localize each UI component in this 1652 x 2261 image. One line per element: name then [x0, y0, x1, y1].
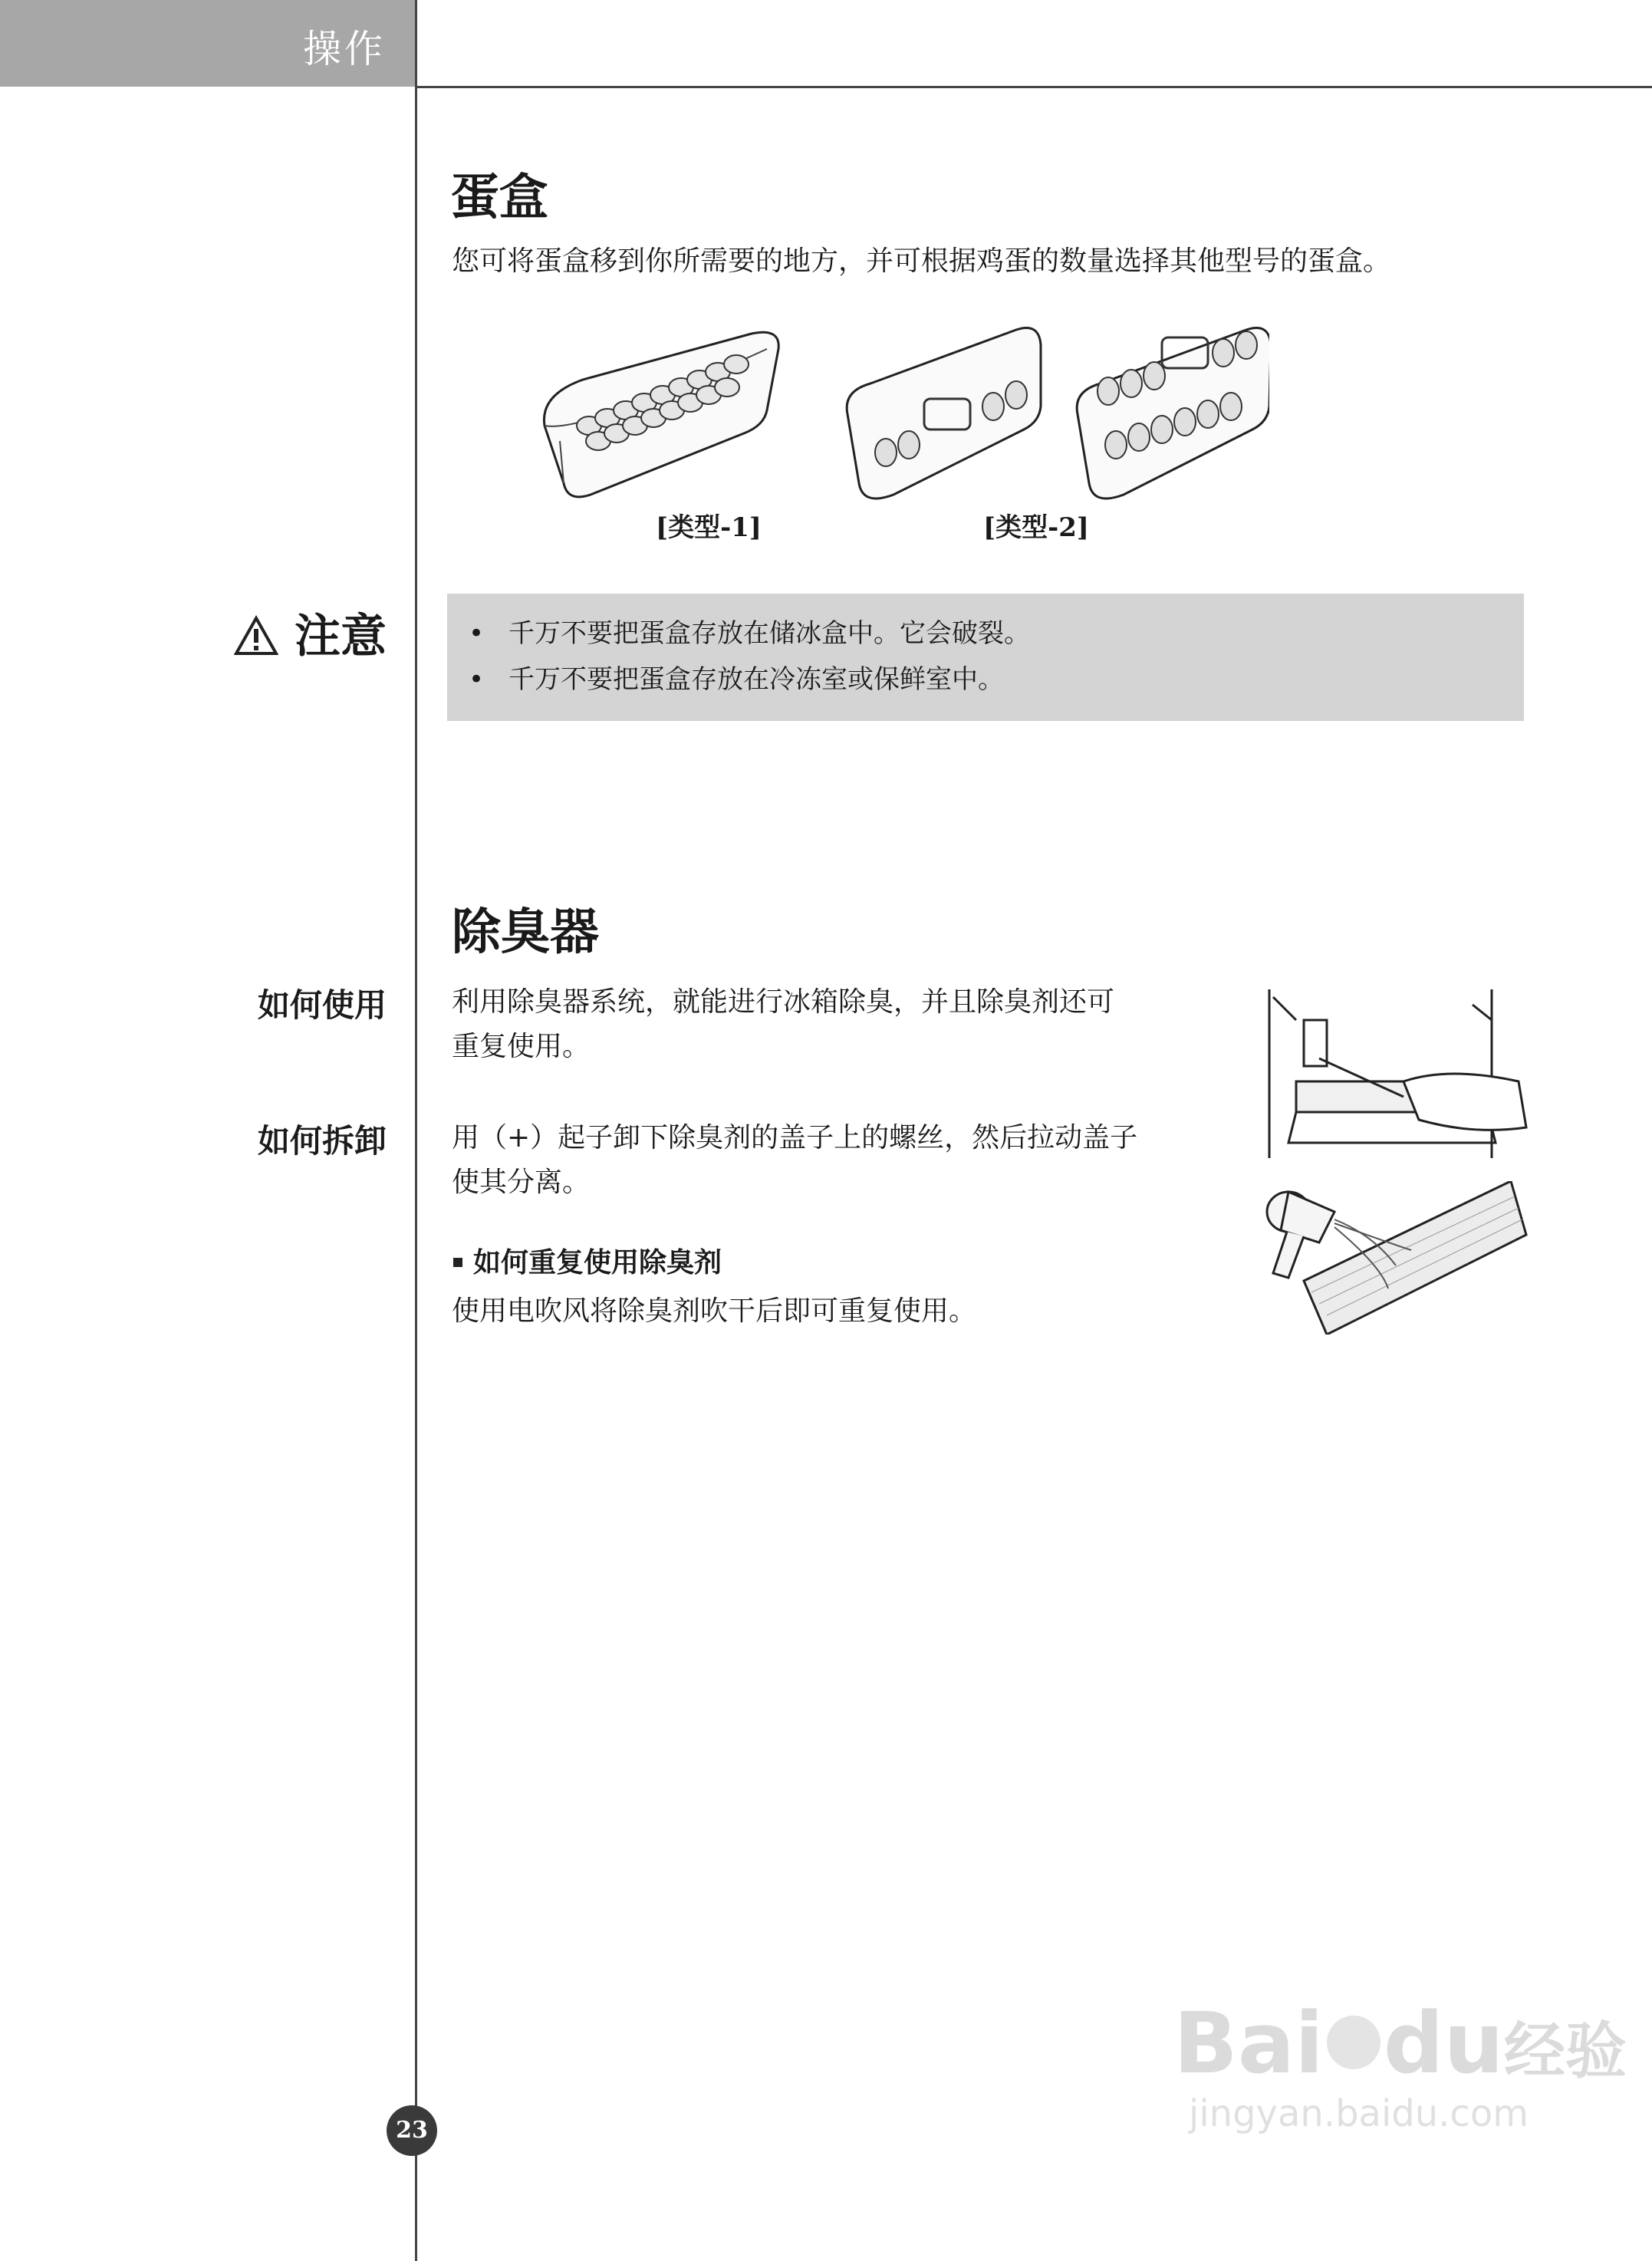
- watermark-brand2: du: [1383, 1994, 1504, 2092]
- watermark-url: jingyan.baidu.com: [1189, 2092, 1529, 2135]
- reuse-heading-text: 如何重复使用除臭剂: [473, 1247, 722, 1279]
- list-item: • 千万不要把蛋盒存放在储冰盒中。它会破裂。: [469, 611, 1030, 657]
- page-number: 23: [387, 2105, 437, 2156]
- warning-triangle-icon: [234, 615, 278, 657]
- baidu-watermark: [1173, 1994, 1627, 2163]
- how-to-use-label: 如何使用: [257, 986, 387, 1024]
- how-to-remove-text-2: 使其分离。: [452, 1167, 591, 1198]
- caution-item-text: 千万不要把蛋盒存放在冷冻室或保鲜室中。: [508, 664, 1004, 695]
- how-to-remove-label: 如何拆卸: [257, 1122, 387, 1160]
- deodorizer-title: 除臭器: [452, 904, 599, 961]
- header-rule: [415, 86, 1652, 88]
- caution-item-text: 千万不要把蛋盒存放在储冰盒中。它会破裂。: [508, 618, 1030, 649]
- margin-rule: [415, 0, 417, 2261]
- caution-box: [447, 594, 1524, 721]
- egg-box-description: 您可将蛋盒移到你所需要的地方，并可根据鸡蛋的数量选择其他型号的蛋盒。: [452, 245, 1391, 277]
- list-item: • 千万不要把蛋盒存放在冷冻室或保鲜室中。: [469, 657, 1030, 703]
- how-to-remove-text-1: 用（+）起子卸下除臭剂的盖子上的螺丝，然后拉动盖子: [452, 1122, 1138, 1154]
- square-bullet-icon: [453, 1258, 462, 1267]
- watermark-brand: Bai: [1173, 1994, 1324, 2092]
- caption-type1: [类型-1]: [656, 512, 762, 543]
- caution-list: [469, 611, 1030, 703]
- deodorizer-removal-illustration: [1265, 989, 1534, 1158]
- egg-box-type2-illustration: [840, 314, 1269, 514]
- egg-box-type1-illustration: [537, 318, 782, 510]
- reuse-text: 使用电吹风将除臭剂吹干后即可重复使用。: [452, 1295, 977, 1327]
- how-to-use-text-1: 利用除臭器系统，就能进行冰箱除臭，并且除臭剂还可: [452, 986, 1115, 1018]
- reuse-heading: [453, 1241, 722, 1280]
- section-tab-label: 操作: [303, 27, 386, 71]
- paw-icon: [1327, 2016, 1381, 2069]
- header-section-tab: [0, 0, 415, 87]
- caption-type2: [类型-2]: [983, 512, 1089, 543]
- watermark-suffix: 经验: [1503, 2016, 1627, 2087]
- caution-label: 注意: [295, 610, 387, 663]
- egg-box-title: 蛋盒: [450, 169, 548, 226]
- how-to-use-text-2: 重复使用。: [452, 1031, 591, 1062]
- hair-dryer-illustration: [1258, 1181, 1534, 1335]
- caution-heading: [234, 600, 387, 666]
